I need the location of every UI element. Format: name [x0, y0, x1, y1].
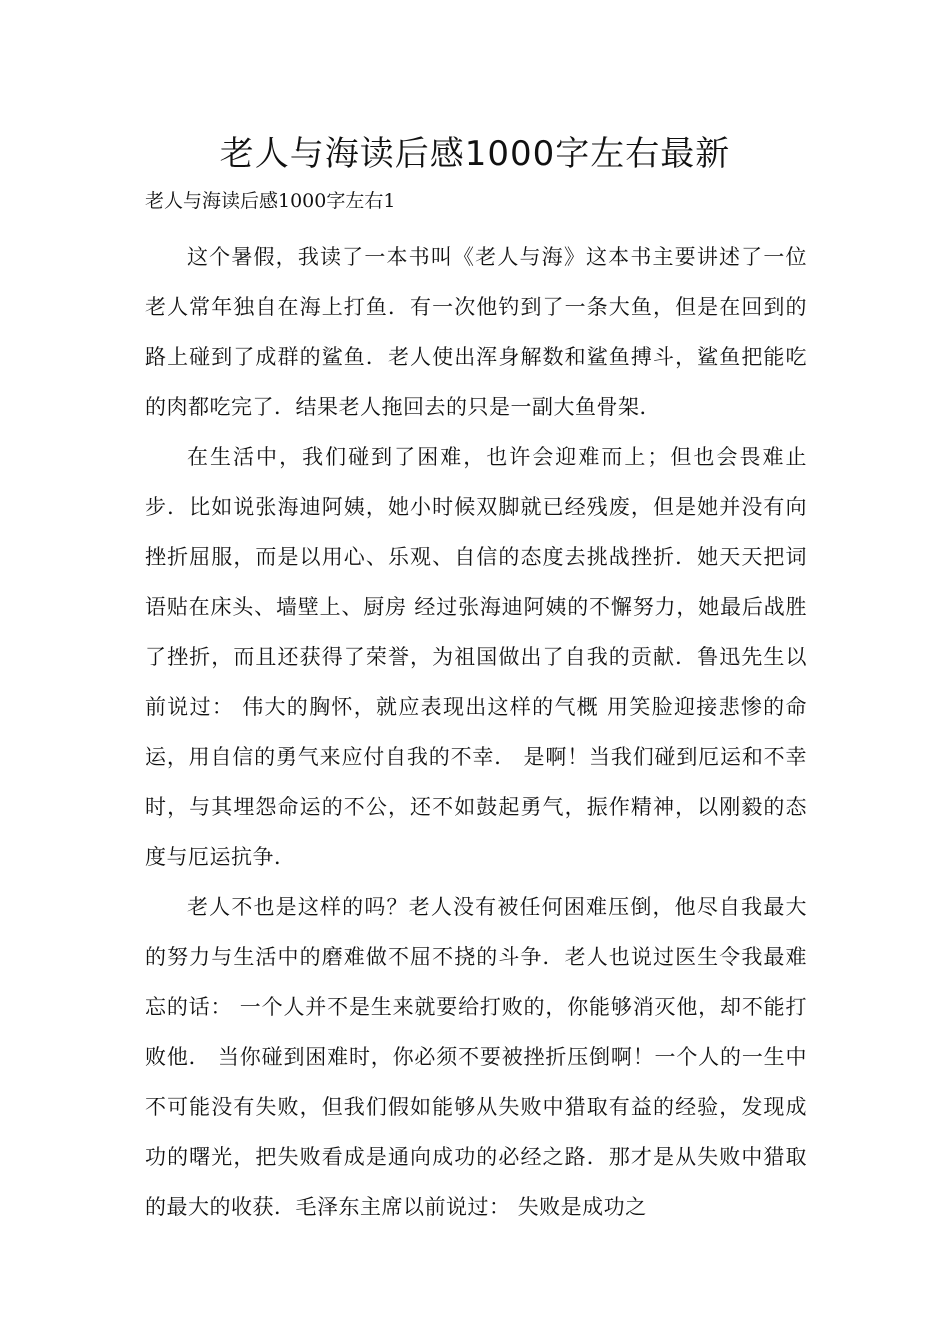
- document-subtitle: 老人与海读后感1000字左右1: [145, 190, 396, 212]
- body-paragraph: 老人不也是这样的吗？老人没有被任何困难压倒，他尽自我最大的努力与生活中的磨难做不屈不挠的斗争．老人也说过医生令我最难忘的话： 一个人并不是生来就要给打败的，你能够消灭他，却不能打败他． 当你碰到困难时，你必须不要被挫折压倒啊！一个人的一生中不可能没有失败，但我们假如能够从失败中猎取有益的经验，发现成功的曙光，把失败看成是通向成功的必经之路．那才是从失败中猎取的最大的收获．毛泽东主席以前说过： 失败是成功之: [145, 895, 807, 1219]
- document-title: 老人与海读后感1000字左右最新: [219, 134, 731, 174]
- document-body: [145, 232, 807, 1232]
- body-paragraph: 在生活中，我们碰到了困难，也许会迎难而上；但也会畏难止步．比如说张海迪阿姨，她小时候双脚就已经残废，但是她并没有向挫折屈服，而是以用心、乐观、自信的态度去挑战挫折．她天天把词语贴在床头、墙壁上、厨房 经过张海迪阿姨的不懈努力，她最后战胜了挫折，而且还获得了荣誉，为祖国做出了自我的贡献．鲁迅先生以前说过： 伟大的胸怀，就应表现出这样的气概 用笑脸迎接悲惨的命运，用自信的勇气来应付自我的不幸． 是啊！当我们碰到厄运和不幸时，与其埋怨命运的不公，还不如鼓起勇气，振作精神，以刚毅的态度与厄运抗争．: [145, 445, 807, 869]
- body-paragraph: 这个暑假，我读了一本书叫《老人与海》这本书主要讲述了一位老人常年独自在海上打鱼．有一次他钓到了一条大鱼，但是在回到的路上碰到了成群的鲨鱼．老人使出浑身解数和鲨鱼搏斗，鲨鱼把能吃的肉都吃完了．结果老人拖回去的只是一副大鱼骨架．: [145, 245, 807, 419]
